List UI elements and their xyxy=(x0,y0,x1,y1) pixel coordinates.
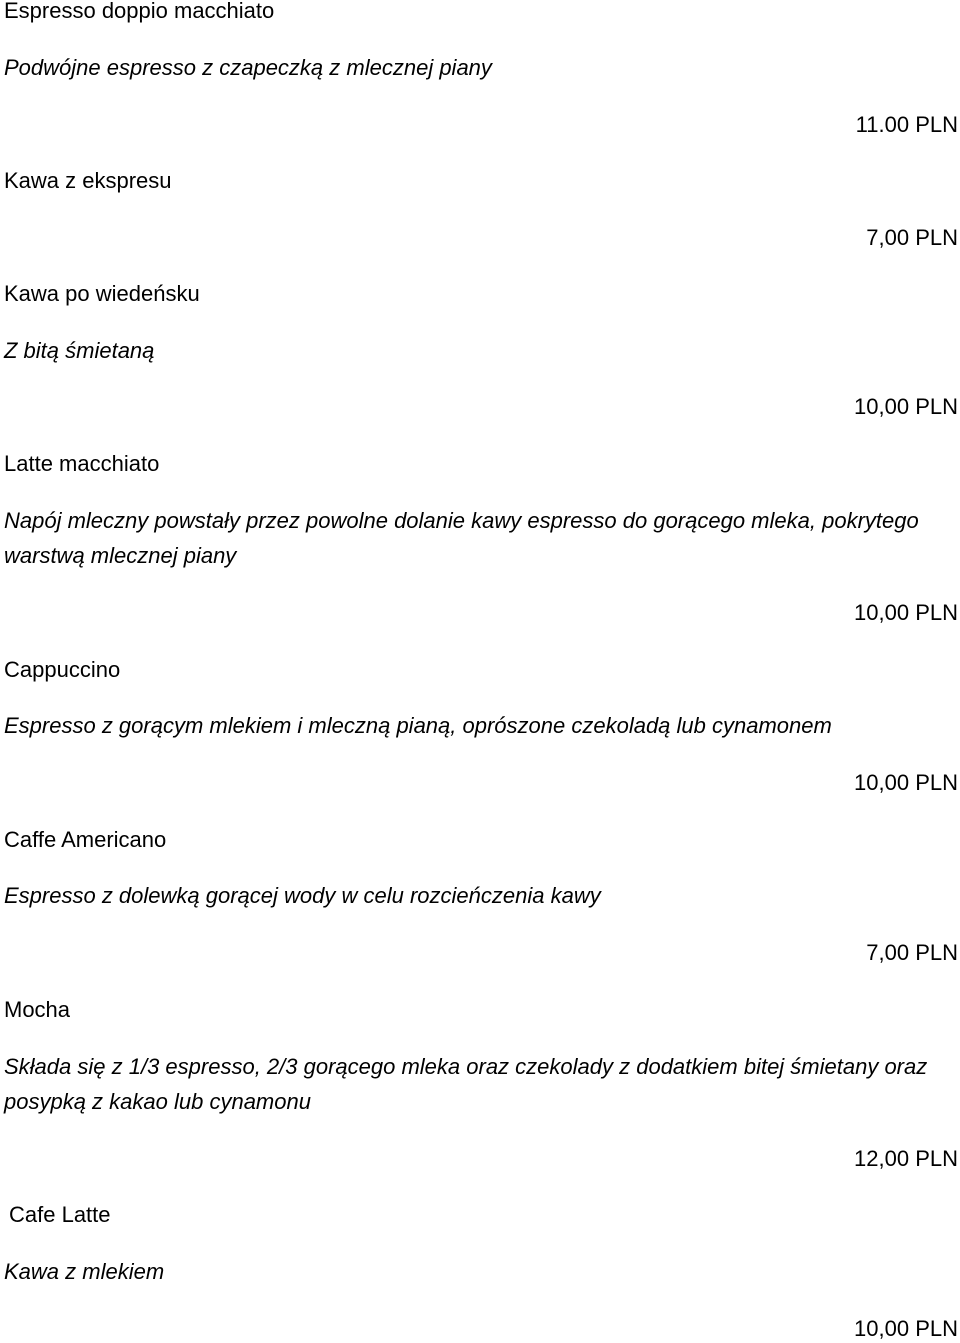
menu-item-description: Napój mleczny powstały przez powolne dolanie kawy espresso do gorącego mleka, pokrytego warstwą mlecznej piany xyxy=(4,508,919,568)
menu-item-name: Mocha xyxy=(4,997,71,1022)
menu-item-price: 7,00 PLN xyxy=(866,225,958,250)
menu-item-name: Kawa z ekspresu xyxy=(4,168,172,193)
menu-item-name: Latte macchiato xyxy=(4,451,160,476)
menu-item-price: 10,00 PLN xyxy=(854,394,958,419)
menu-item-price: 10,00 PLN xyxy=(854,770,958,795)
menu-item-description: Z bitą śmietaną xyxy=(4,338,155,363)
menu-item-price: 11.00 PLN xyxy=(855,112,958,137)
menu-item-price: 10,00 PLN xyxy=(854,600,958,625)
menu-item-description: Espresso z gorącym mlekiem i mleczną pianą, oprószone czekoladą lub cynamonem xyxy=(4,713,832,738)
menu-item-name: Espresso doppio macchiato xyxy=(4,0,275,23)
menu-item-name: Cappuccino xyxy=(4,657,121,682)
menu-item-description: Podwójne espresso z czapeczką z mlecznej piany xyxy=(4,55,492,80)
menu-item-price: 10,00 PLN xyxy=(854,1316,958,1341)
menu-item-name: Caffe Americano xyxy=(4,827,167,852)
menu-item-price: 7,00 PLN xyxy=(866,940,958,965)
menu-item-name: Cafe Latte xyxy=(9,1202,111,1227)
menu-item-description: Espresso z dolewką gorącej wody w celu rozcieńczenia kawy xyxy=(4,883,601,908)
menu-item-name: Kawa po wiedeńsku xyxy=(4,281,200,306)
menu-item-description: Kawa z mlekiem xyxy=(4,1259,165,1284)
menu-item-price: 12,00 PLN xyxy=(854,1146,958,1171)
menu-item-description: Składa się z 1/3 espresso, 2/3 gorącego mleka oraz czekolady z dodatkiem bitej śmietany oraz posypką z kakao lub cynamonu xyxy=(4,1054,928,1114)
